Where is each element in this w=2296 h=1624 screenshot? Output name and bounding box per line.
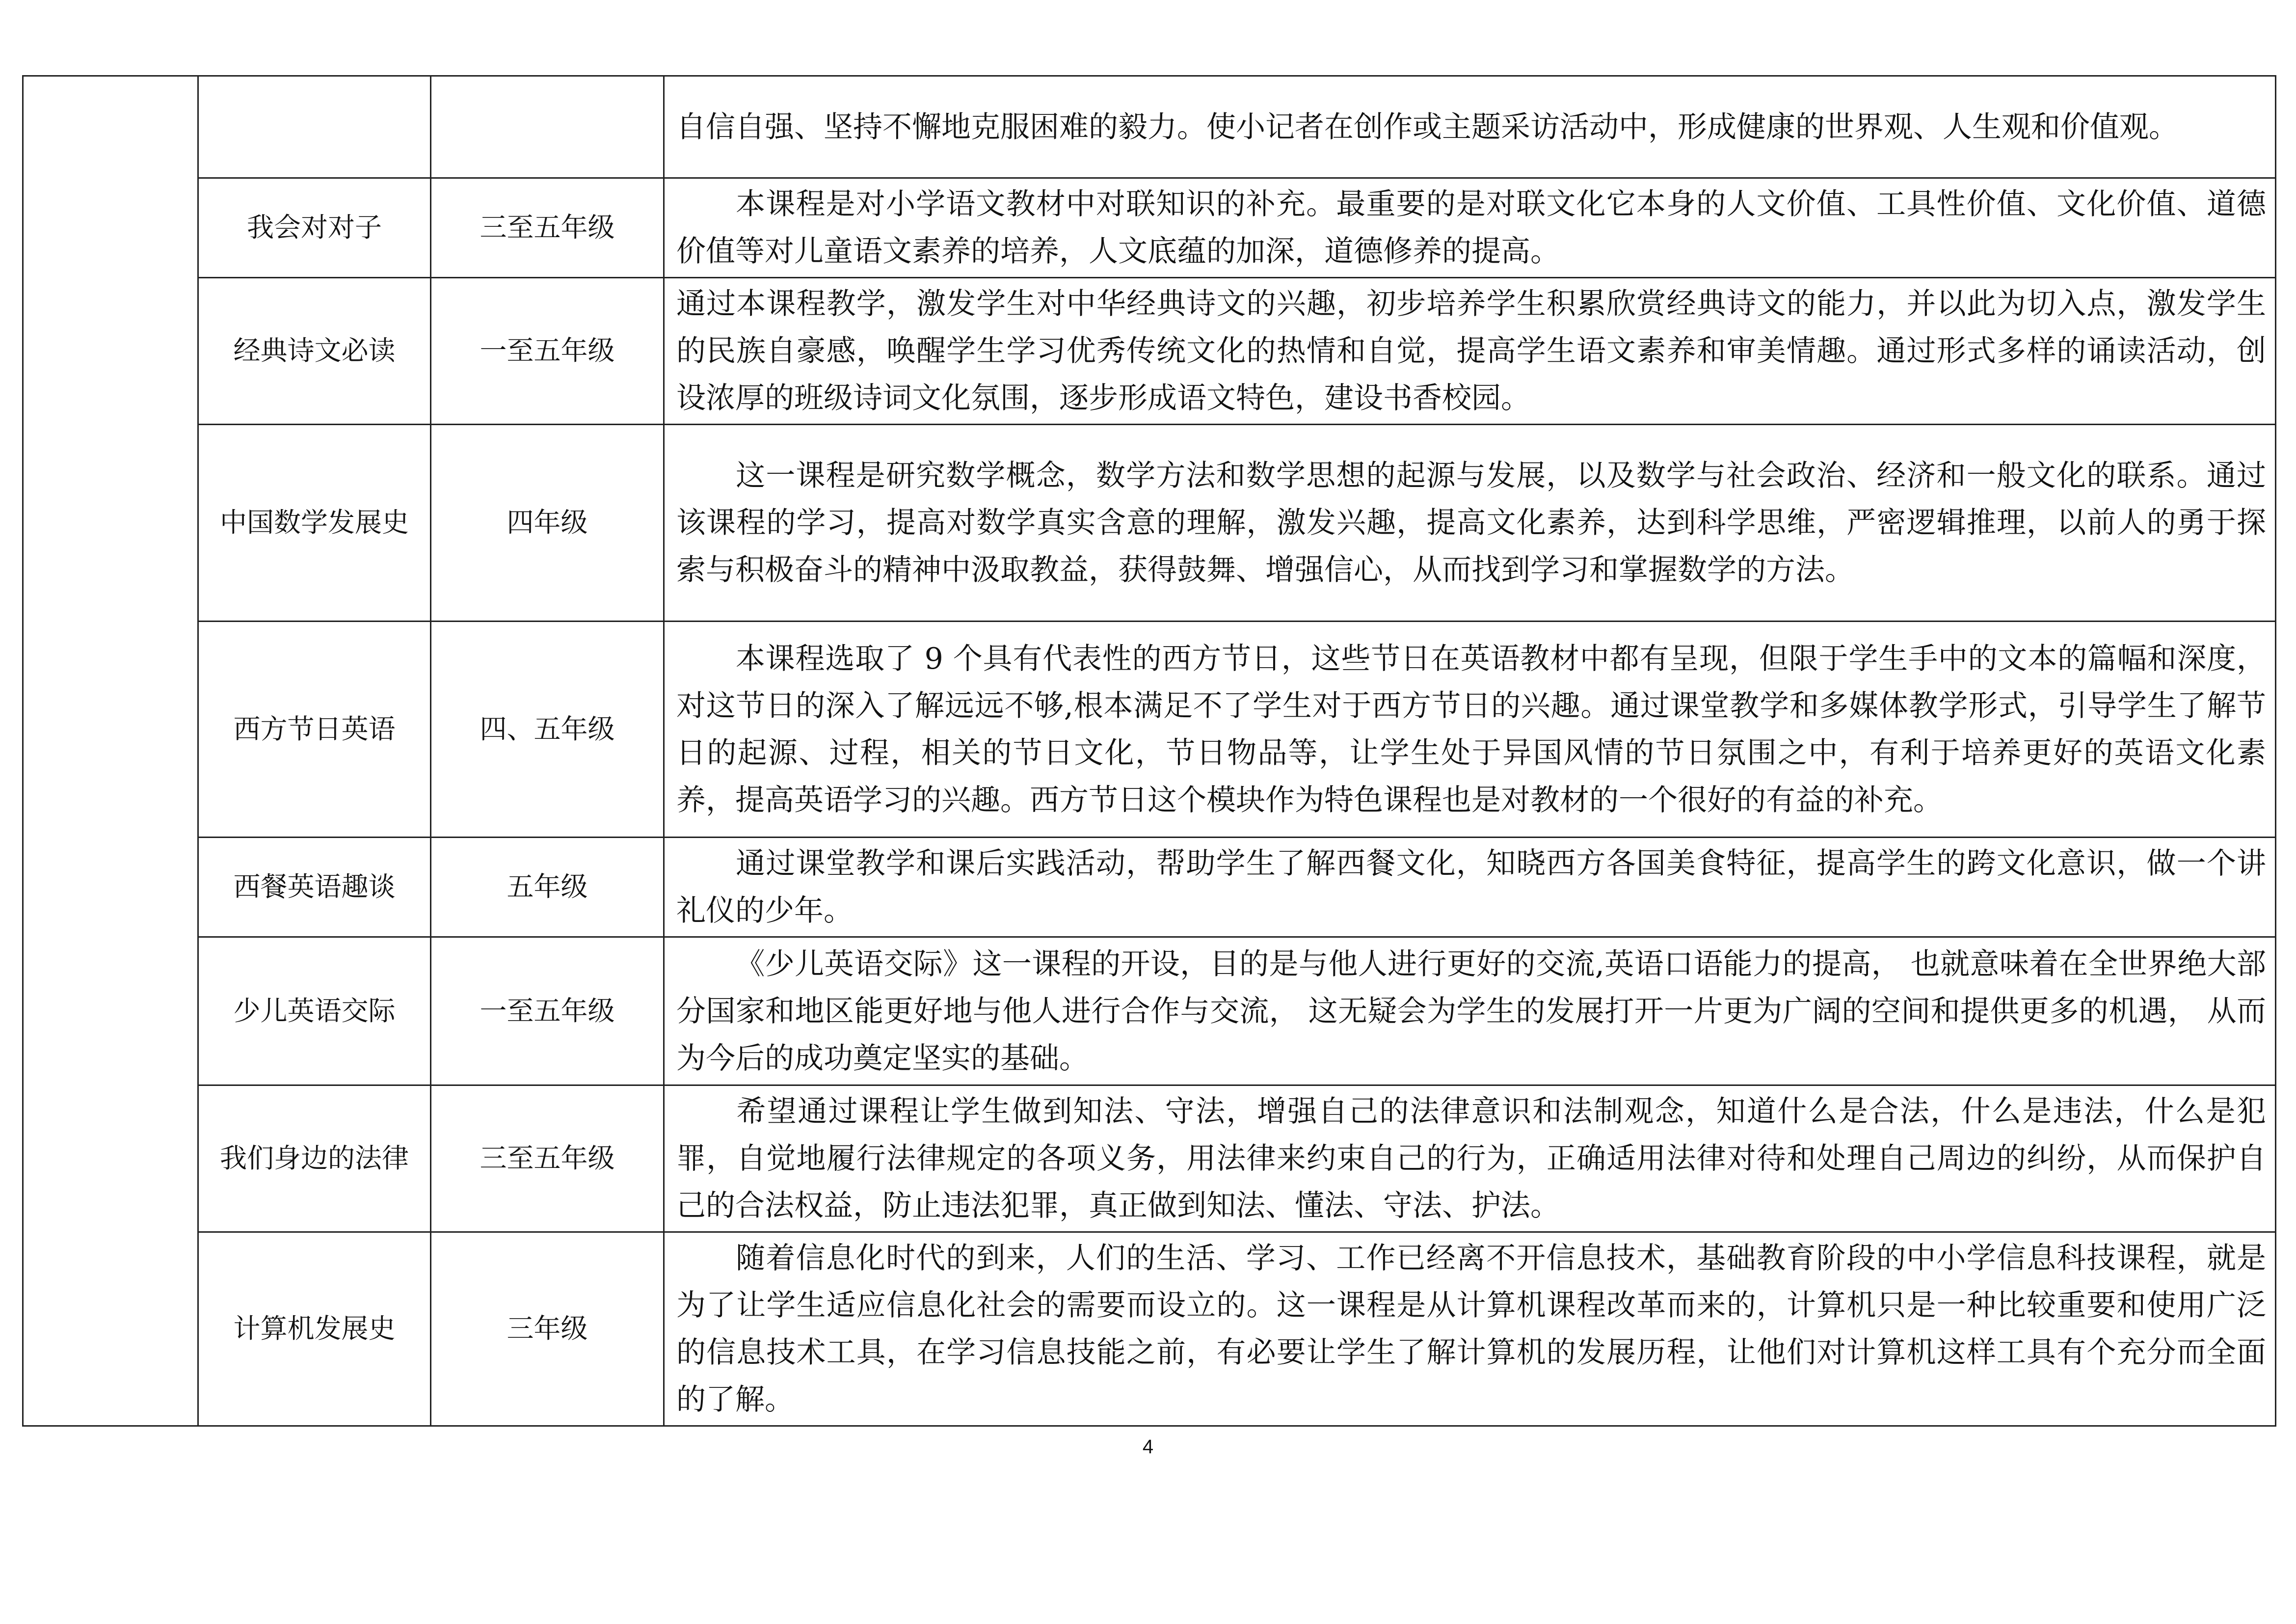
course-name-cell [198, 76, 431, 178]
course-description-text: 通过本课程教学，激发学生对中华经典诗文的兴趣，初步培养学生积累欣赏经典诗文的能力，并以此为切入点，激发学生的民族自豪感，唤醒学生学习优秀传统文化的热情和自觉，提高学生语文素养和审美情趣。通过形式多样的诵读活动，创设浓厚的班级诗词文化氛围，逐步形成语文特色，建设书香校园。 [676, 287, 2266, 415]
grade-cell: 三年级 [431, 1232, 664, 1426]
course-name-cell: 西餐英语趣谈 [198, 838, 431, 937]
grade-cell: 三至五年级 [431, 1085, 664, 1232]
table-row [23, 838, 2276, 937]
page-number: 4 [1142, 1436, 1154, 1458]
course-description-cell [664, 178, 2276, 278]
course-description-text: 通过课堂教学和课后实践活动，帮助学生了解西餐文化，知晓西方各国美食特征，提高学生的跨文化意识，做一个讲礼仪的少年。 [676, 846, 2266, 928]
course-description-cell [664, 622, 2276, 838]
course-description-cell [664, 278, 2276, 425]
table-row [23, 1232, 2276, 1426]
course-description-cell [664, 76, 2276, 178]
grade-cell: 一至五年级 [431, 937, 664, 1085]
course-description-text: 自信自强、坚持不懈地克服困难的毅力。使小记者在创作或主题采访活动中，形成健康的世界观、人生观和价值观。 [676, 109, 2178, 144]
grade-cell [431, 76, 664, 178]
grade-cell: 四、五年级 [431, 622, 664, 838]
course-name-cell: 少儿英语交际 [198, 937, 431, 1085]
course-table [22, 75, 2276, 1427]
table-row [23, 622, 2276, 838]
table-row [23, 1085, 2276, 1232]
course-description-cell [664, 1085, 2276, 1232]
course-name-cell: 计算机发展史 [198, 1232, 431, 1426]
table-row [23, 425, 2276, 622]
course-name-cell: 我会对对子 [198, 178, 431, 278]
course-description-text: 这一课程是研究数学概念，数学方法和数学思想的起源与发展，以及数学与社会政治、经济和一般文化的联系。通过该课程的学习，提高对数学真实含意的理解，激发兴趣，提高文化素养，达到科学思维，严密逻辑推理，以前人的勇于探索与积极奋斗的精神中汲取教益，获得鼓舞、增强信心，从而找到学习和掌握数学的方法。 [676, 459, 2266, 587]
grade-cell: 四年级 [431, 425, 664, 622]
course-name-cell: 西方节日英语 [198, 622, 431, 838]
course-description-cell [664, 937, 2276, 1085]
course-description-cell [664, 425, 2276, 622]
table-row [23, 937, 2276, 1085]
course-description-text: 本课程选取了 9 个具有代表性的西方节日，这些节日在英语教材中都有呈现，但限于学生手中的文本的篇幅和深度，对这节日的深入了解远远不够,根本满足不了学生对于西方节日的兴趣。通过课堂教学和多媒体教学形式，引导学生了解节日的起源、过程，相关的节日文化，节日物品等，让学生处于异国风情的节日氛围之中，有利于培养更好的英语文化素养，提高英语学习的兴趣。西方节日这个模块作为特色课程也是对教材的一个很好的有益的补充。 [676, 641, 2266, 817]
course-name-cell: 经典诗文必读 [198, 278, 431, 425]
course-description-cell [664, 1232, 2276, 1426]
table-row [23, 76, 2276, 178]
table-row [23, 178, 2276, 278]
course-description-text: 《少儿英语交际》这一课程的开设，目的是与他人进行更好的交流,英语口语能力的提高， 也就意味着在全世界绝大部分国家和地区能更好地与他人进行合作与交流， 这无疑会为学生的发展打开一片更为广阔的空间和提供更多的机遇， 从而为今后的成功奠定坚实的基础。 [676, 947, 2266, 1076]
grade-cell: 五年级 [431, 838, 664, 937]
table-row [23, 278, 2276, 425]
course-name-cell: 中国数学发展史 [198, 425, 431, 622]
category-cell [23, 76, 198, 1426]
course-name-cell: 我们身边的法律 [198, 1085, 431, 1232]
grade-cell: 一至五年级 [431, 278, 664, 425]
course-description-text: 随着信息化时代的到来，人们的生活、学习、工作已经离不开信息技术，基础教育阶段的中小学信息科技课程，就是为了让学生适应信息化社会的需要而设立的。这一课程是从计算机课程改革而来的，计算机只是一种比较重要和使用广泛的信息技术工具，在学习信息技能之前，有必要让学生了解计算机的发展历程，让他们对计算机这样工具有个充分而全面的了解。 [676, 1241, 2266, 1417]
grade-cell: 三至五年级 [431, 178, 664, 278]
course-description-text: 本课程是对小学语文教材中对联知识的补充。最重要的是对联文化它本身的人文价值、工具性价值、文化价值、道德价值等对儿童语文素养的培养，人文底蕴的加深，道德修养的提高。 [676, 187, 2266, 269]
course-description-text: 希望通过课程让学生做到知法、守法，增强自己的法律意识和法制观念，知道什么是合法，什么是违法，什么是犯罪，自觉地履行法律规定的各项义务，用法律来约束自己的行为，正确适用法律对待和处理自己周边的纠纷，从而保护自己的合法权益，防止违法犯罪，真正做到知法、懂法、守法、护法。 [676, 1094, 2266, 1223]
course-description-cell [664, 838, 2276, 937]
